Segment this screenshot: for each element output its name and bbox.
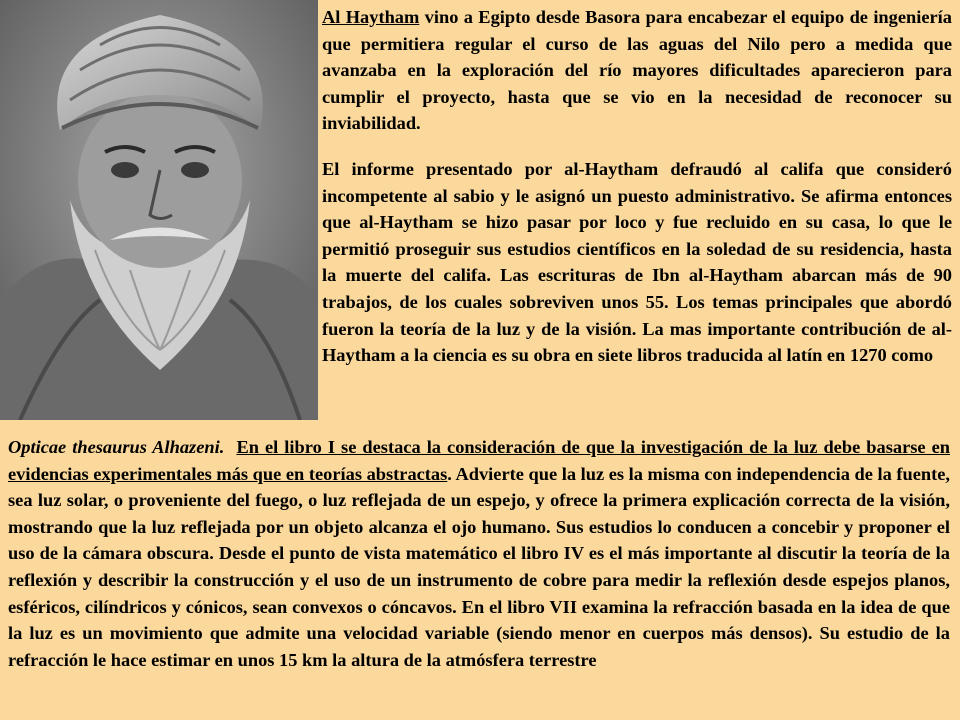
paragraph-3-text: . Advierte que la luz es la misma con independencia de la fuente, sea luz solar, o proveniente del fuego, o luz reflejada de un espejo, y ofrece la primera explicación correcta de la visión, mostrando que la luz reflejada por un objeto alcanza el ojo humano. Sus estudios lo conducen a concebir y proponer el uso de la cámara obscura. Desde el punto de vista matemático el libro IV es el más importante al discutir la teoría de la reflexión y describir la construcción y el uso de un instrumento de cobre para medir la reflexión desde espejos planos, esféricos, cilíndricos y cónicos, sean convexos o cóncavos. En el libro VII examina la refracción basada en la idea de que la luz es un movimiento que admite una velocidad variable (siendo menor en cuerpos más densos). Su estudio de la refracción le hace estimar en unos 15 km la altura de la atmósfera terrestre <box>8 463 951 670</box>
paragraph-2 <box>322 156 952 369</box>
title-gap <box>224 437 236 457</box>
portrait-engraving-icon <box>0 0 318 420</box>
book-title: Opticae thesaurus Alhazeni. <box>8 437 225 457</box>
paragraph-1-text: vino a Egipto desde Basora para encabezar el equipo de ingeniería que permitiera regular el curso de las aguas del Nilo pero a medida que avanzaba en la exploración del río mayores dificultades aparecieron para cumplir el proyecto, hasta que se vio en la necesidad de reconocer su inviabilidad. <box>322 7 952 134</box>
name-link-text: Al Haytham <box>322 7 420 27</box>
paragraph-2-text: El informe presentado por al-Haytham defraudó al califa que consideró incompetente al sabio y le asignó un puesto administrativo. Se afirma entonces que al-Haytham se hizo pasar por loco y fue recluido en su casa, lo que le permitió proseguir sus estudios científicos en la soledad de su residencia, hasta la muerte del califa. Las escrituras de Ibn al-Haytham abarcan más de 90 trabajos, de los cuales sobreviven unos 55. Los temas principales que abordó fueron la teoría de la luz y de la visión. La mas importante contribución de al-Haytham a la ciencia es su obra en siete libros traducida al latín en 1270 como <box>322 159 952 366</box>
paragraph-3 <box>8 434 950 673</box>
portrait-image <box>0 0 318 420</box>
underlined-statement: En el libro I se destaca la consideración de que la investigación de la luz debe basarse en evidencias experimentales más que en teorías abstractas <box>8 437 950 484</box>
paragraph-1 <box>322 4 952 137</box>
